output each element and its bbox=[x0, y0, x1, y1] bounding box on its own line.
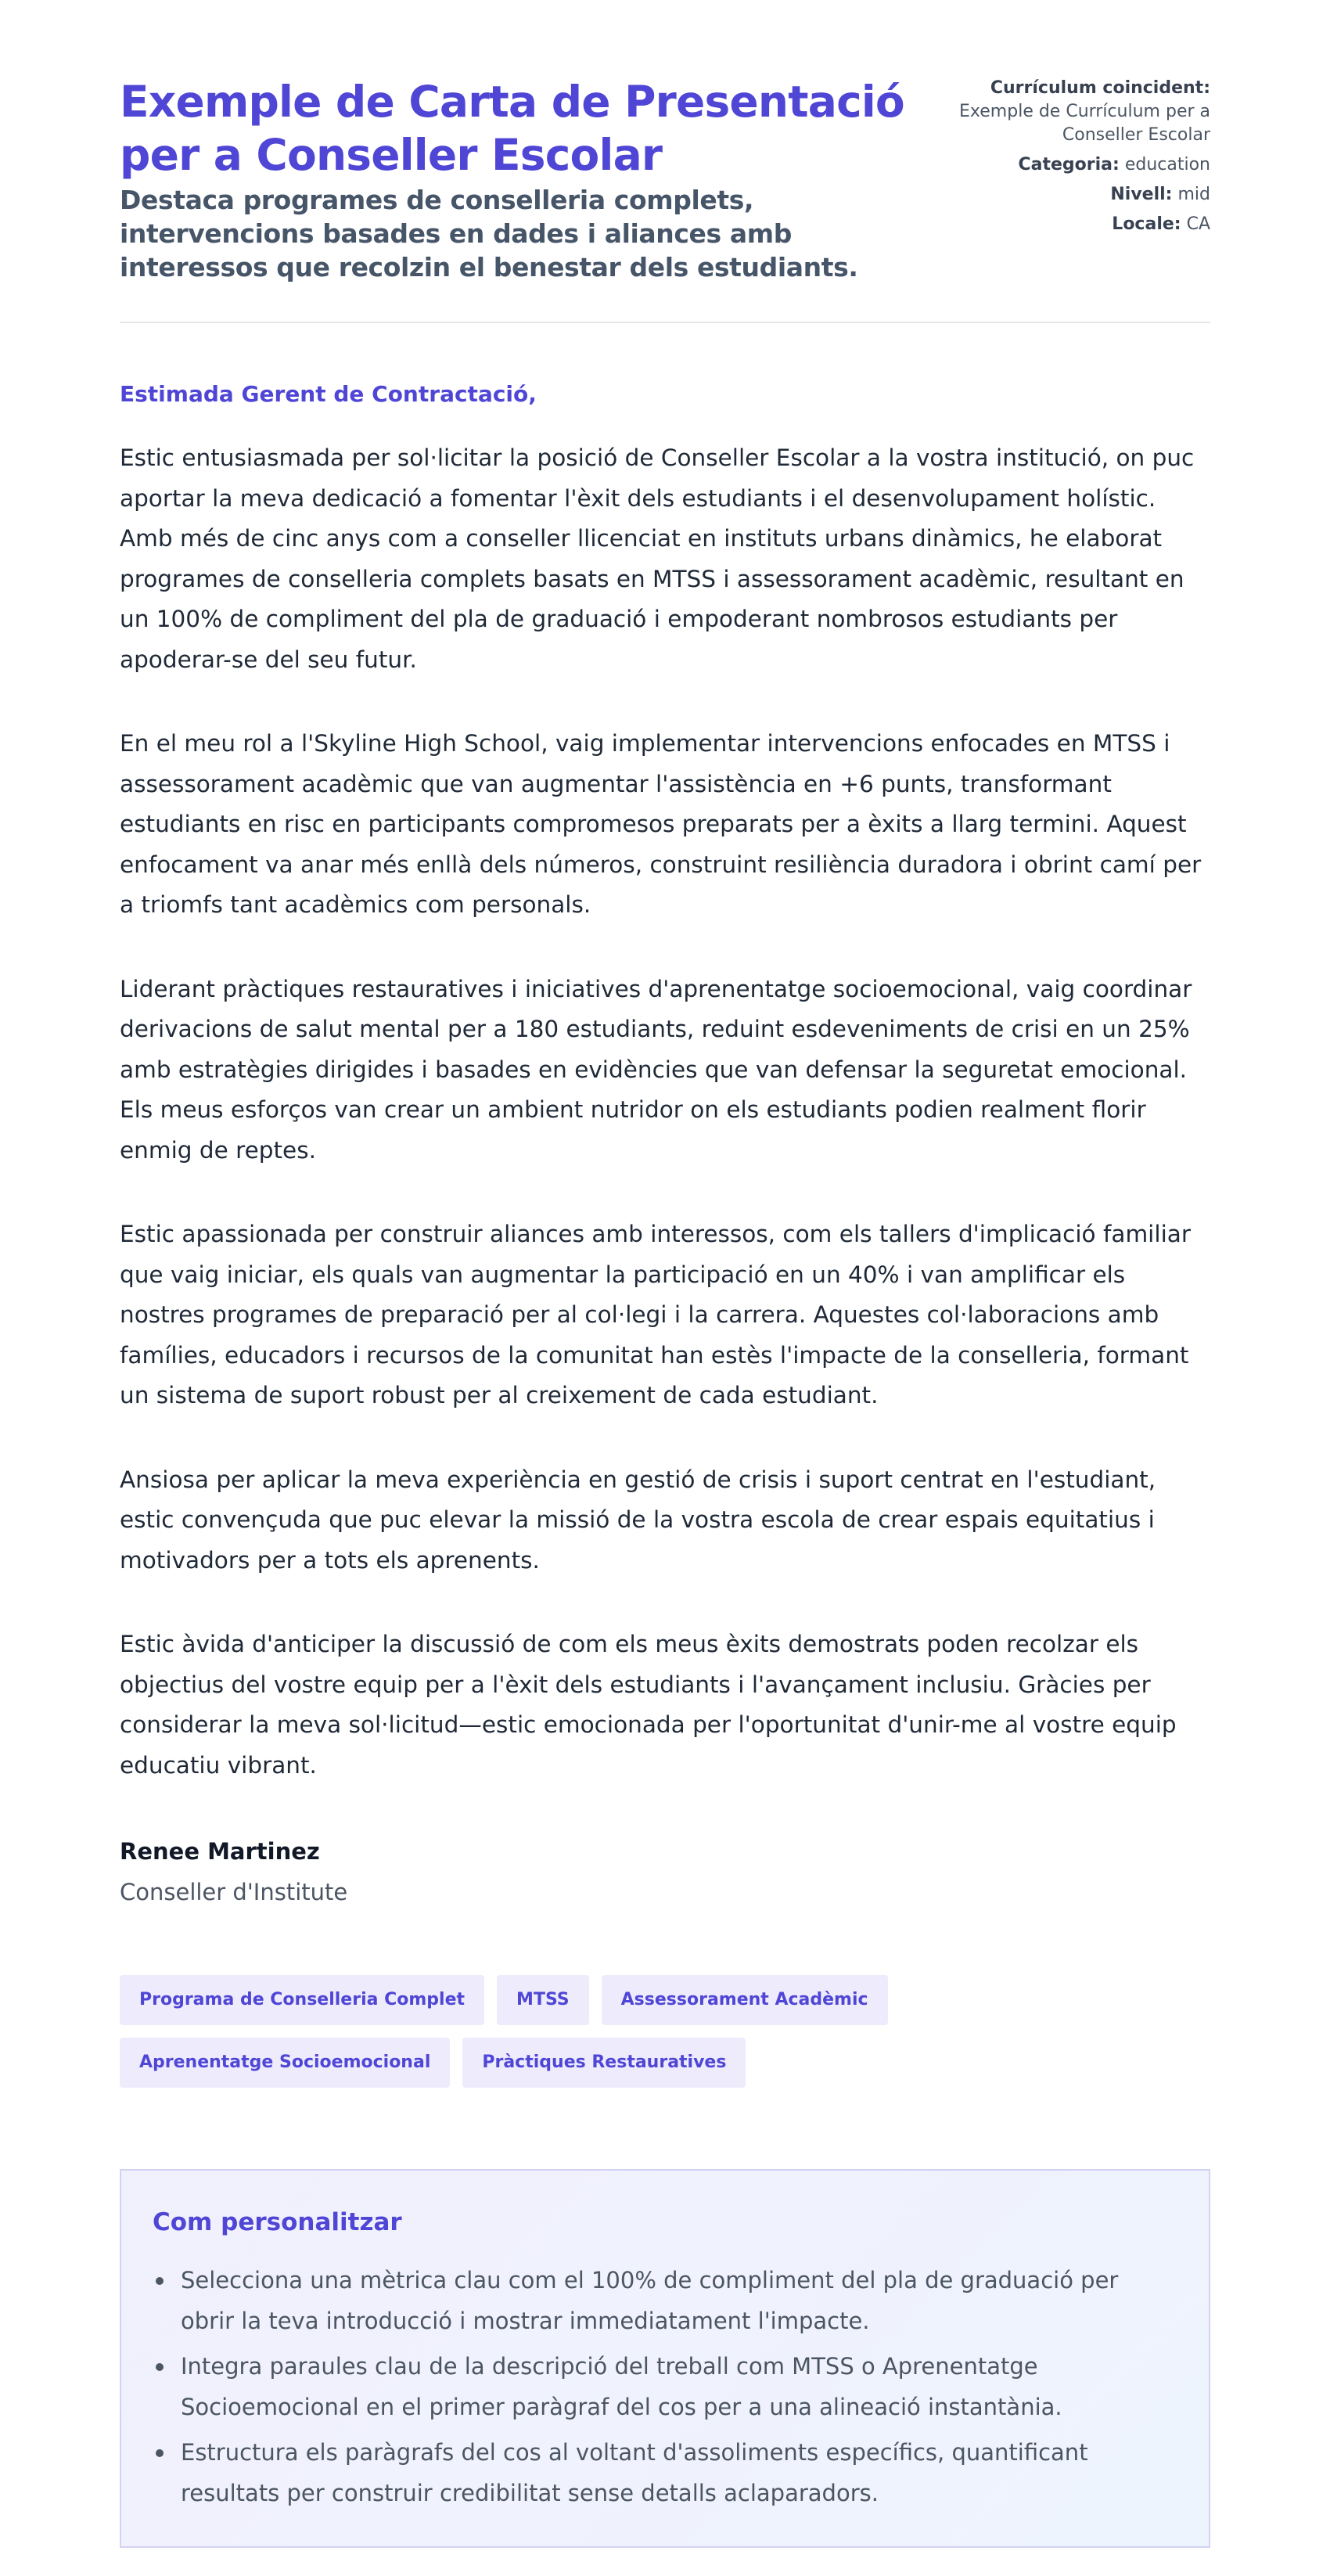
letter-paragraph: Estic àvida d'anticiper la discussió de com els meus èxits demostrats poden recolzar els objectius del vostre equip per a l'èxit dels estudiants i l'avançament inclusiu. Gràcies per considerar la meva sol·licitud—estic emocionada per l'oportunitat d'unir-me al vostre equip educatiu vibrant. bbox=[120, 1631, 1177, 1779]
keyword-tag: Pràctiques Restauratives bbox=[462, 2038, 746, 2088]
tips-list-item bbox=[153, 2346, 1177, 2427]
tips-item-text: Integra paraules clau de la descripció del treball com MTSS o Aprenentatge Socioemocional en el primer paràgraf del cos per a una alineació instantània. bbox=[181, 2353, 1062, 2420]
meta-locale-value: CA bbox=[1186, 214, 1210, 234]
tips-item-text: Estructura els paràgrafs del cos al voltant d'assoliments específics, quantificant resultats per construir credibilitat sense detalls aclaparadors. bbox=[181, 2439, 1088, 2506]
letter-paragraph: Estic apassionada per construir aliances amb interessos, com els tallers d'implicació familiar que vaig iniciar, els quals van augmentar la participació en un 40% i van amplificar els nostres programes de preparació per al col·legi i la carrera. Aquestes col·laboracions amb famílies, educadors i recursos de la comunitat han estès l'impacte de la conselleria, formant un sistema de suport robust per al creixement de cada estudiant. bbox=[120, 1221, 1191, 1409]
meta-resume-label: Currículum coincident: bbox=[990, 78, 1210, 98]
customization-tips-box bbox=[120, 2169, 1210, 2548]
keyword-tag: Aprenentatge Socioemocional bbox=[120, 2038, 450, 2088]
meta-locale-label: Locale: bbox=[1112, 214, 1181, 234]
meta-level-label: Nivell: bbox=[1110, 185, 1173, 204]
meta-level bbox=[930, 183, 1210, 207]
tips-item-text: Selecciona una mètrica clau com el 100% de compliment del pla de graduació per obrir la teva introducció i mostrar immediatament l'impacte. bbox=[181, 2267, 1119, 2334]
meta-panel bbox=[930, 75, 1210, 243]
signature-name: Renee Martinez bbox=[120, 1838, 320, 1865]
signature-title: Conseller d'Institute bbox=[120, 1879, 348, 1905]
bullet-icon bbox=[156, 2363, 164, 2371]
meta-resume bbox=[930, 77, 1210, 147]
header-titles bbox=[120, 75, 930, 284]
header bbox=[120, 0, 1210, 284]
letter-paragraph: Liderant pràctiques restauratives i iniciatives d'aprenentatge socioemocional, vaig coordinar derivacions de salut mental per a 180 estudiants, reduint esdeveniments de crisi en un 25% amb estratègies dirigides i basades en evidències que van defensar la seguretat emocional. Els meus esforços van crear un ambient nutridor on els estudiants podien realment florir enmig de reptes. bbox=[120, 975, 1192, 1164]
letter-paragraph: Estic entusiasmada per sol·licitar la posició de Conseller Escolar a la vostra institució, on puc aportar la meva dedicació a fomentar l'èxit dels estudiants i el desenvolupament holístic. Amb més de cinc anys com a conseller llicenciat en instituts urbans dinàmics, he elaborat programes de conselleria complets basats en MTSS i assessorament acadèmic, resultant en un 100% de compliment del pla de graduació i empoderant nombrosos estudiants per apoderar-se del seu futur. bbox=[120, 444, 1195, 673]
bullet-icon bbox=[156, 2449, 164, 2457]
letter-paragraph: En el meu rol a l'Skyline High School, vaig implementar intervencions enfocades en MTSS i assessorament acadèmic que van augmentar l'assistència en +6 punts, transformant estudiants en risc en participants compromesos preparats per a èxits a llarg termini. Aquest enfocament va anar més enllà dels números, construint resiliència duradora i obrint camí per a triomfs tant acadèmics com personals. bbox=[120, 730, 1202, 918]
tips-heading: Com personalitzar bbox=[153, 2208, 402, 2236]
bullet-icon bbox=[156, 2277, 164, 2285]
meta-category-value: education bbox=[1124, 155, 1210, 174]
meta-resume-value: Exemple de Currículum per a Conseller Escolar bbox=[959, 102, 1210, 145]
meta-level-value: mid bbox=[1177, 185, 1210, 204]
keyword-tag: Programa de Conselleria Complet bbox=[120, 1975, 484, 2025]
tips-list bbox=[153, 2260, 1177, 2513]
header-divider bbox=[120, 322, 1210, 323]
letter-body bbox=[120, 438, 1210, 1786]
meta-category-label: Categoria: bbox=[1018, 155, 1120, 174]
tips-list-item bbox=[153, 2432, 1177, 2513]
keyword-tag: MTSS bbox=[497, 1975, 589, 2025]
salutation: Estimada Gerent de Contractació, bbox=[120, 381, 537, 407]
letter-paragraph: Ansiosa per aplicar la meva experiència en gestió de crisis i suport centrat en l'estudiant, estic convençuda que puc elevar la missió de la vostra escola de crear espais equitatius i motivadors per a tots els aprenents. bbox=[120, 1466, 1156, 1574]
page-subtitle: Destaca programes de conselleria complets, intervencions basades en dades i aliances amb interessos que recolzin el benestar dels estudiants. bbox=[120, 185, 858, 282]
meta-locale bbox=[930, 213, 1210, 236]
meta-category bbox=[930, 153, 1210, 177]
page-title: Exemple de Carta de Presentació per a Conseller Escolar bbox=[120, 77, 904, 180]
tips-list-item bbox=[153, 2260, 1177, 2341]
keyword-tag: Assessorament Acadèmic bbox=[602, 1975, 888, 2025]
keyword-tags bbox=[120, 1975, 1215, 2088]
